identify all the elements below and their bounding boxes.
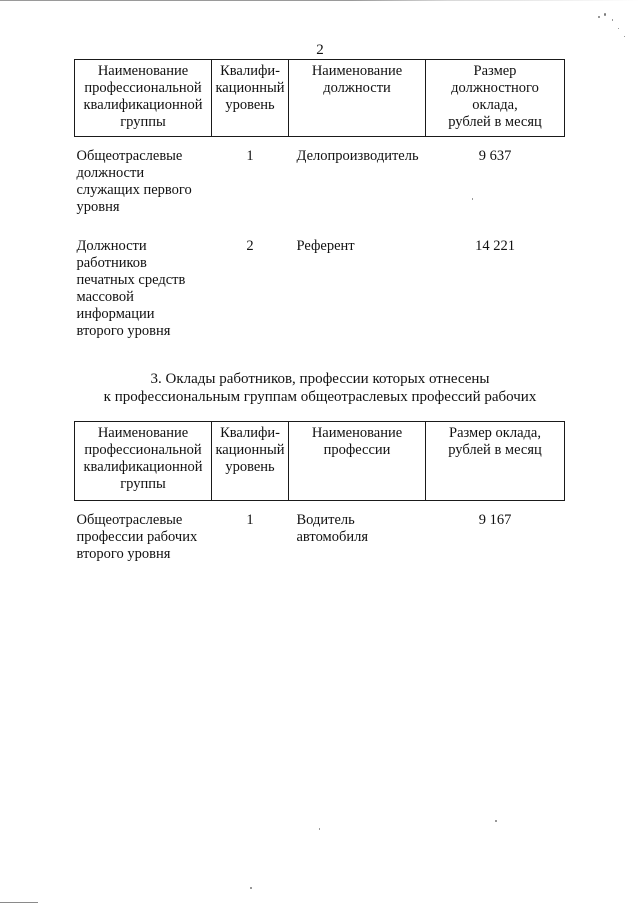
scan-speck <box>618 28 619 29</box>
page-number: 2 <box>316 42 324 58</box>
section-title-line: 3. Оклады работников, профессии которых отнесены <box>150 371 490 387</box>
cell-level: 2 <box>246 238 254 254</box>
table-row <box>75 512 565 563</box>
scan-speck <box>604 13 606 16</box>
cell-position: Референт <box>296 238 355 254</box>
salary-table-employees <box>74 59 565 340</box>
scan-speck <box>250 887 252 889</box>
scan-edge-line <box>0 902 38 903</box>
cell-position: Делопроизводитель <box>296 148 419 164</box>
scan-speck <box>472 198 473 200</box>
salary-table-workers <box>74 421 565 563</box>
cell-profession: Водитель автомобиля <box>296 512 369 545</box>
header-group: Наименование профессиональной квалификационной группы <box>75 422 212 501</box>
scan-speck <box>612 19 613 21</box>
cell-salary: 9 637 <box>478 148 512 164</box>
section-title <box>0 370 640 406</box>
cell-salary: 14 221 <box>475 238 515 254</box>
cell-group: Общеотраслевые профессии рабочих второго уровня <box>76 512 198 562</box>
scan-speck <box>598 16 600 18</box>
cell-salary: 9 167 <box>478 512 512 528</box>
cell-level: 1 <box>246 148 254 164</box>
table-header-row <box>75 60 565 137</box>
header-level: Квалифи- кационный уровень <box>212 422 289 501</box>
scan-speck <box>319 828 320 830</box>
header-position: Наименование должности <box>289 60 426 137</box>
scan-speck <box>495 820 497 822</box>
header-salary: Размер должностного оклада, рублей в месяц <box>426 60 565 137</box>
table-row <box>75 238 565 340</box>
scan-speck <box>624 36 625 37</box>
header-level: Квалифи- кационный уровень <box>212 60 289 137</box>
table-row <box>75 148 565 216</box>
table-header-row <box>75 422 565 501</box>
scan-edge-line <box>0 0 640 1</box>
cell-group: Общеотраслевые должности служащих первого уровня <box>76 148 192 215</box>
section-title-line: к профессиональным группам общеотраслевых профессий рабочих <box>103 389 537 405</box>
header-profession: Наименование профессии <box>289 422 426 501</box>
cell-group: Должности работников печатных средств массовой информации второго уровня <box>76 238 186 339</box>
header-salary: Размер оклада, рублей в месяц <box>426 422 565 501</box>
header-group: Наименование профессиональной квалификационной группы <box>75 60 212 137</box>
cell-level: 1 <box>246 512 254 528</box>
